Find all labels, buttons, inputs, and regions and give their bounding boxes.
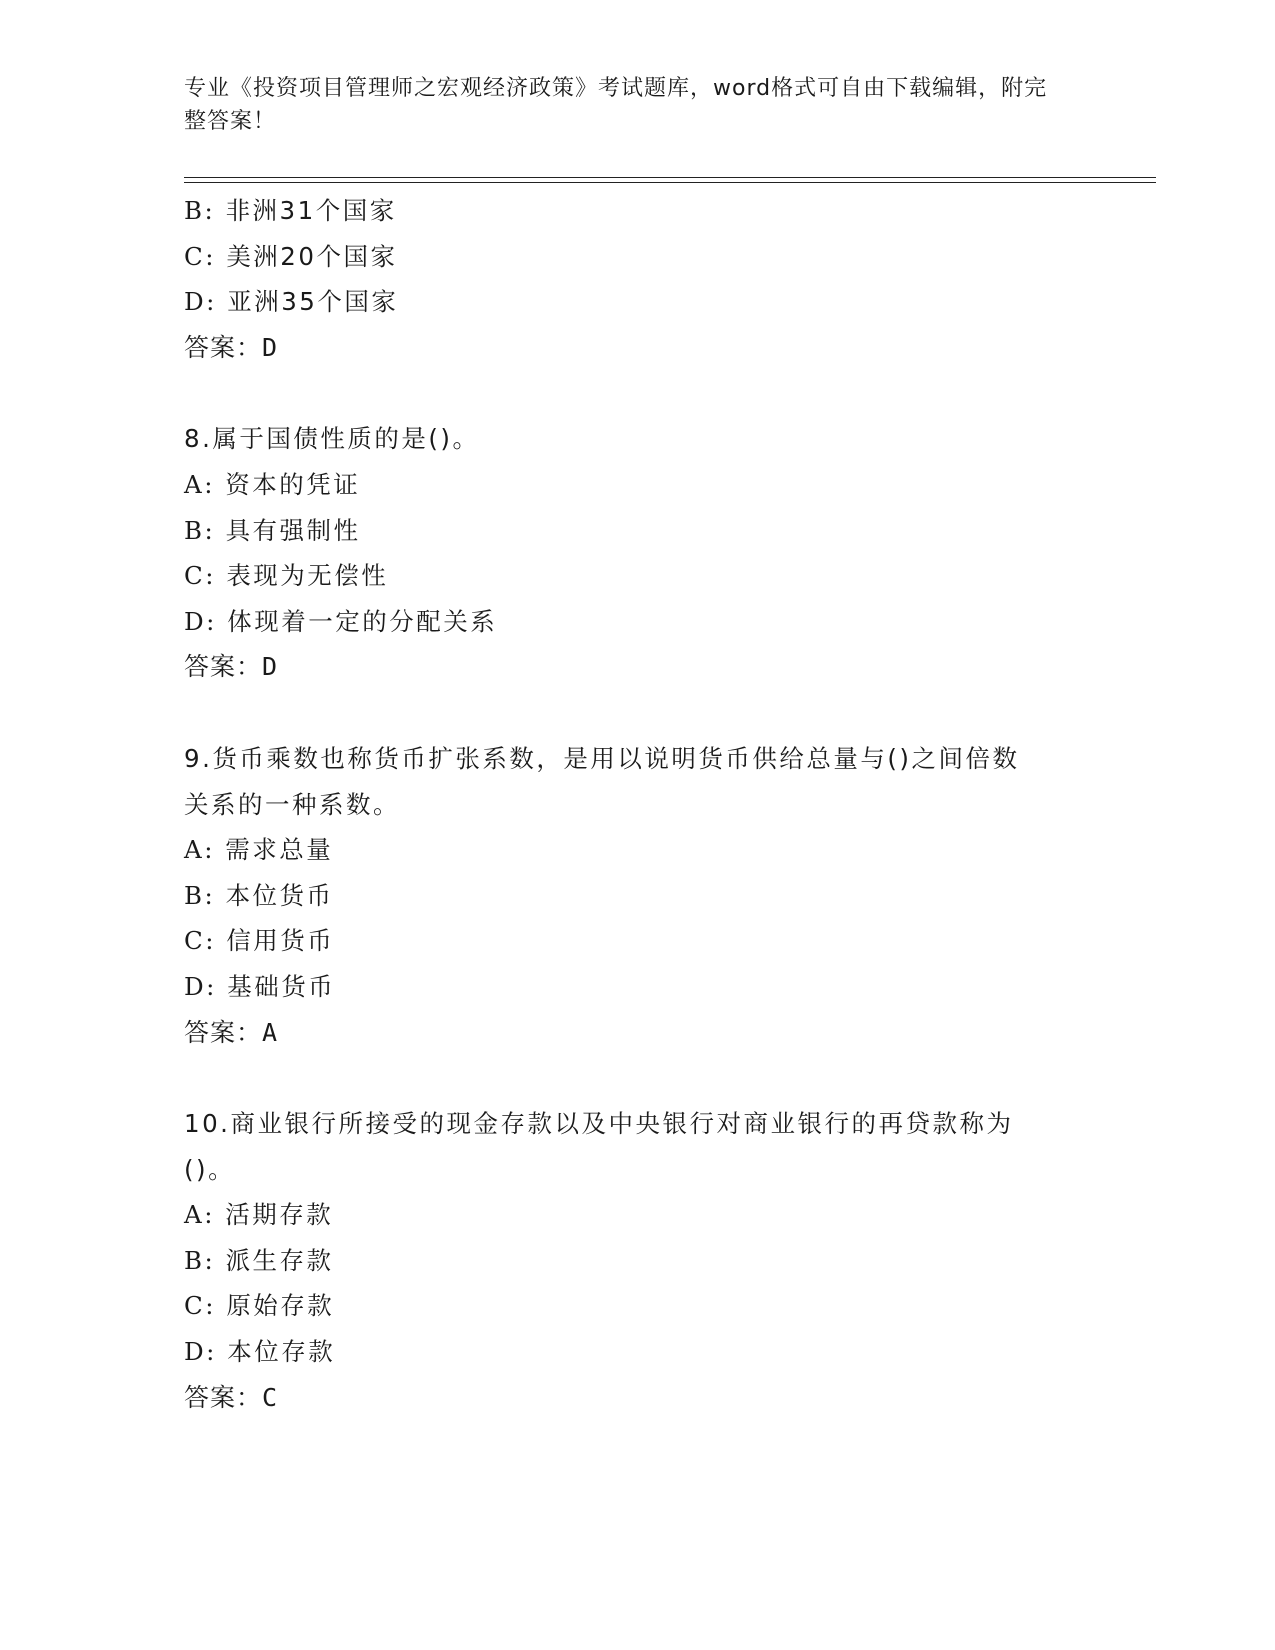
option-text: 需求总量 xyxy=(225,835,334,865)
option-letter: D: xyxy=(184,971,217,1001)
option-letter: C: xyxy=(184,241,217,271)
answer-line xyxy=(184,1010,1084,1056)
answer-value: D xyxy=(262,332,279,362)
option-b xyxy=(184,873,1084,919)
option-text: 本位存款 xyxy=(227,1337,336,1367)
option-letter: C: xyxy=(184,926,217,956)
answer-label: 答案： xyxy=(184,1017,263,1047)
question-stem: 9.货币乘数也称货币扩张系数，是用以说明货币供给总量与()之间倍数关系的一种系数。 xyxy=(184,743,1020,819)
option-text: 亚洲35个国家 xyxy=(227,287,399,317)
option-letter: D: xyxy=(184,1337,217,1367)
answer-line xyxy=(184,325,1084,371)
option-c xyxy=(184,918,1084,964)
option-b xyxy=(184,188,1084,234)
answer-value: C xyxy=(262,1382,279,1412)
option-text: 表现为无偿性 xyxy=(226,561,389,591)
option-letter: A: xyxy=(184,1200,215,1230)
option-letter: D: xyxy=(184,287,217,317)
option-text: 具有强制性 xyxy=(225,515,361,545)
option-a xyxy=(184,827,1084,873)
question-10 xyxy=(184,1101,1084,1420)
answer-value: A xyxy=(262,1017,279,1047)
option-text: 派生存款 xyxy=(225,1245,334,1275)
question-stem: 8.属于国债性质的是()。 xyxy=(184,424,480,454)
option-c xyxy=(184,1283,1084,1329)
option-b xyxy=(184,508,1084,554)
question-stem: 10.商业银行所接受的现金存款以及中央银行对商业银行的再贷款称为()。 xyxy=(184,1109,1014,1184)
option-text: 信用货币 xyxy=(226,926,335,956)
answer-line xyxy=(184,1375,1084,1421)
answer-line xyxy=(184,644,1084,690)
option-letter: B: xyxy=(184,196,216,225)
option-d xyxy=(184,1329,1084,1375)
answer-label: 答案： xyxy=(184,332,263,362)
option-letter: A: xyxy=(184,469,215,499)
option-text: 体现着一定的分配关系 xyxy=(227,606,498,636)
question-7-continued xyxy=(184,188,1084,370)
option-c xyxy=(184,234,1084,280)
option-text: 活期存款 xyxy=(225,1200,334,1230)
document-body xyxy=(184,188,1084,1420)
option-text: 本位货币 xyxy=(225,880,334,910)
option-text: 非洲31个国家 xyxy=(225,196,397,225)
option-a xyxy=(184,1192,1084,1238)
option-a xyxy=(184,462,1084,508)
option-text: 基础货币 xyxy=(227,971,336,1001)
option-text: 资本的凭证 xyxy=(225,469,361,499)
header-divider-bottom xyxy=(184,182,1156,183)
option-letter: C: xyxy=(184,561,217,591)
answer-label: 答案： xyxy=(184,1382,263,1412)
option-letter: B: xyxy=(184,515,216,545)
option-d xyxy=(184,279,1084,325)
option-letter: D: xyxy=(184,606,217,636)
document-header: 专业《投资项目管理师之宏观经济政策》考试题库，word格式可自由下载编辑，附完整答案！ xyxy=(184,76,1048,134)
option-letter: B: xyxy=(184,1245,216,1275)
option-letter: A: xyxy=(184,835,215,865)
answer-label: 答案： xyxy=(184,652,263,682)
option-letter: B: xyxy=(184,880,216,910)
question-9 xyxy=(184,736,1084,1055)
option-d xyxy=(184,599,1084,645)
option-text: 美洲20个国家 xyxy=(226,241,398,271)
answer-value: D xyxy=(262,652,279,682)
header-divider-top xyxy=(184,177,1156,178)
question-8 xyxy=(184,416,1084,690)
option-d xyxy=(184,964,1084,1010)
option-text: 原始存款 xyxy=(226,1291,335,1321)
option-letter: C: xyxy=(184,1291,217,1321)
option-b xyxy=(184,1238,1084,1284)
option-c xyxy=(184,553,1084,599)
